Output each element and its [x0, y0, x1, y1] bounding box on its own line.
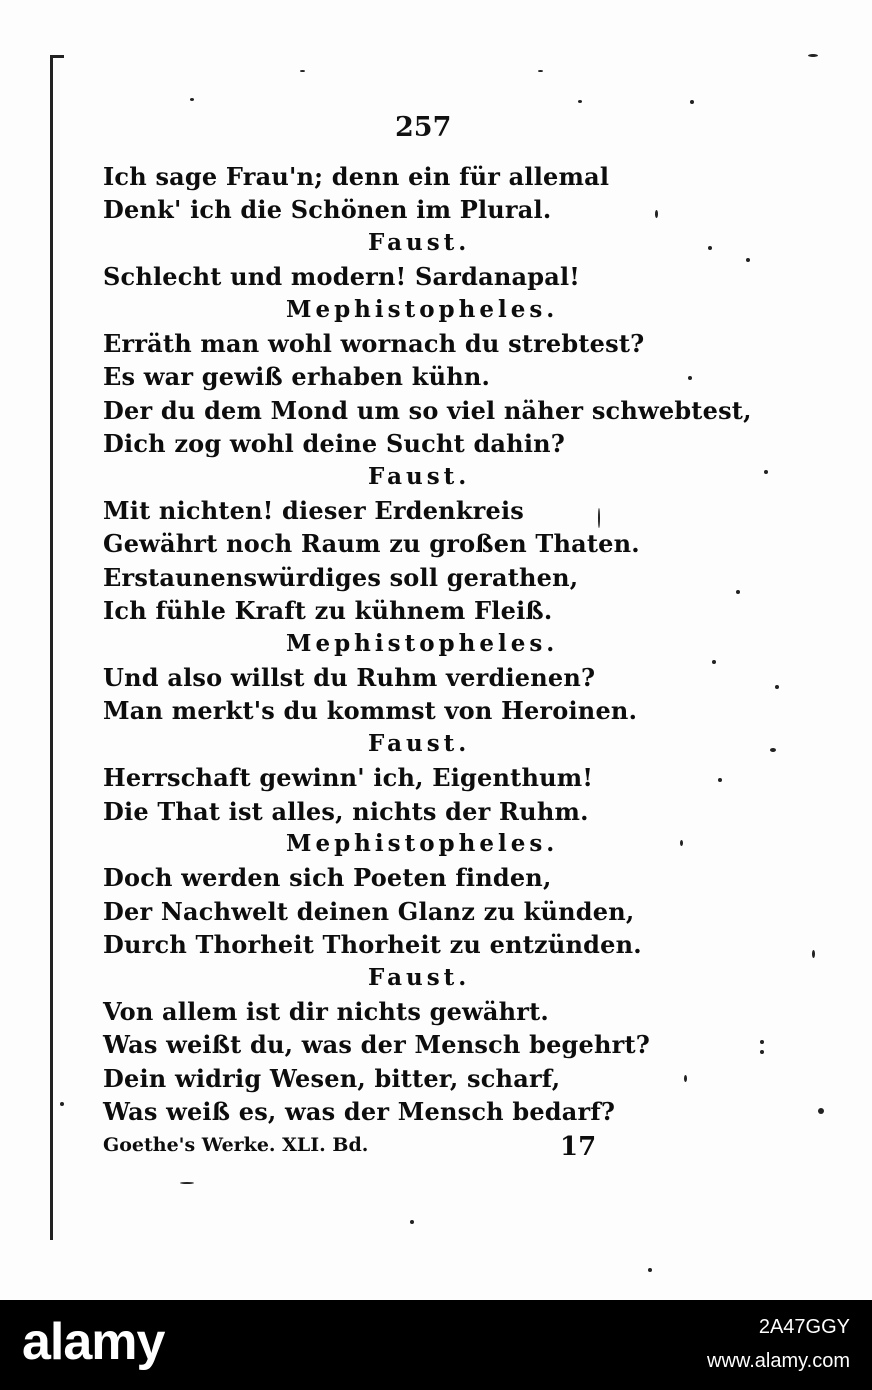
print-speck — [760, 1040, 764, 1044]
verse-line: Der Nachwelt deinen Glanz zu künden, — [103, 896, 635, 926]
verse-line: Ich sage Frau'n; denn ein für allemal — [103, 162, 610, 191]
verse-line: Dich zog wohl deine Sucht dahin? — [103, 429, 566, 459]
verse-line: Gewährt noch Raum zu großen Thaten. — [103, 529, 640, 559]
speaker-name: Faust. — [368, 963, 471, 991]
top-left-corner-mark — [50, 55, 64, 58]
verse-line: Ich fühle Kraft zu kühnem Fleiß. — [103, 596, 553, 626]
page-number: 257 — [395, 112, 452, 143]
print-speck — [538, 70, 543, 72]
print-speck — [708, 246, 712, 250]
print-speck — [598, 508, 600, 528]
watermark-url: www.alamy.com — [707, 1350, 850, 1372]
verse-line: Es war gewiß erhaben kühn. — [103, 362, 491, 392]
print-speck — [655, 210, 658, 218]
print-speck — [760, 1050, 764, 1054]
print-speck — [818, 1108, 824, 1114]
left-margin-rule — [50, 55, 53, 1240]
print-speck — [680, 840, 683, 846]
verse-line: Was weißt du, was der Mensch begehrt? — [103, 1030, 651, 1060]
speaker-name: Faust. — [368, 729, 471, 757]
print-speck — [736, 590, 740, 594]
print-speck — [410, 1220, 414, 1224]
speaker-name: Faust. — [368, 462, 471, 490]
verse-line: Herrschaft gewinn' ich, Eigenthum! — [103, 763, 594, 793]
verse-line: Dein widrig Wesen, bitter, scharf, — [103, 1063, 561, 1093]
print-speck — [578, 100, 582, 103]
footer-signature-mark: 17 — [560, 1132, 597, 1162]
print-speck — [808, 54, 818, 57]
print-speck — [712, 660, 716, 664]
image-id: 2A47GGY — [758, 1316, 850, 1338]
verse-line: Erräth man wohl wornach du strebtest? — [103, 329, 645, 358]
speaker-name: Mephistopheles. — [286, 629, 559, 657]
verse-line: Erstaunenswürdiges soll gerathen, — [103, 562, 579, 592]
print-speck — [60, 1102, 64, 1106]
verse-line: Durch Thorheit Thorheit zu entzünden. — [103, 930, 642, 960]
speaker-name: Mephistopheles. — [286, 830, 559, 857]
alamy-logo: alamy — [22, 1313, 165, 1371]
print-speck — [718, 778, 722, 782]
verse-line: Denk' ich die Schönen im Plural. — [103, 195, 552, 225]
print-speck — [648, 1268, 652, 1272]
print-speck — [190, 98, 194, 101]
speaker-name: Faust. — [368, 228, 471, 256]
verse-line: Die That ist alles, nichts der Ruhm. — [103, 796, 589, 826]
footer-volume-title: Goethe's Werke. XLI. Bd. — [103, 1134, 369, 1156]
print-speck — [812, 950, 815, 958]
print-speck — [690, 100, 694, 104]
verse-line: Was weiß es, was der Mensch bedarf? — [103, 1097, 616, 1127]
print-speck — [300, 70, 305, 72]
print-speck — [684, 1075, 687, 1082]
verse-line: Und also willst du Ruhm verdienen? — [103, 663, 596, 692]
verse-line: Von allem ist dir nichts gewährt. — [103, 997, 549, 1026]
speaker-name: Mephistopheles. — [286, 295, 559, 323]
verse-line: Der du dem Mond um so viel näher schwebtest, — [103, 395, 752, 425]
verse-line: Doch werden sich Poeten finden, — [103, 863, 552, 893]
print-speck — [764, 470, 768, 474]
print-speck — [770, 748, 776, 752]
print-speck — [746, 258, 750, 262]
verse-line: Mit nichten! dieser Erdenkreis — [103, 496, 525, 525]
verse-line: Schlecht und modern! Sardanapal! — [103, 262, 581, 292]
verse-line: Man merkt's du kommst von Heroinen. — [103, 696, 638, 726]
print-speck — [180, 1182, 194, 1184]
print-speck — [688, 376, 692, 380]
print-speck — [775, 685, 779, 689]
